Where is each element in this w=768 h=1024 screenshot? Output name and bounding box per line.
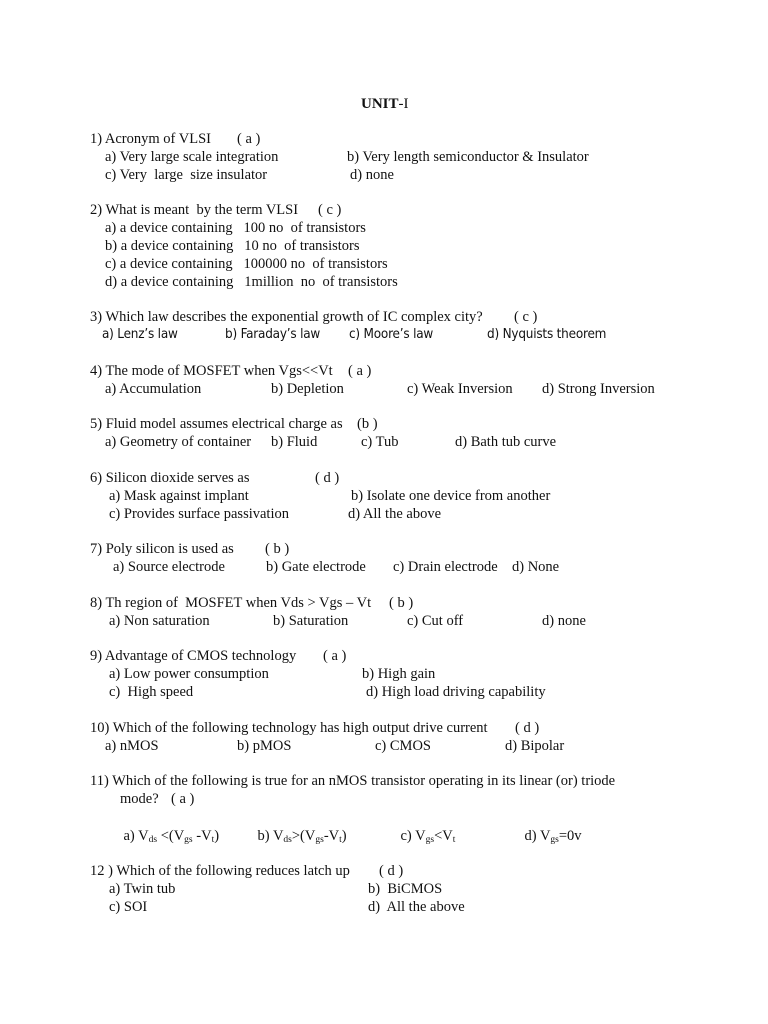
option-6b: b) Isolate one device from another [351,488,551,504]
option-6d: d) All the above [348,506,442,522]
option-5b: b) Fluid [271,434,318,450]
option-7a: a) Source electrode [113,559,225,575]
option-11a-text: a) V [123,828,149,844]
option-8d: d) none [542,613,586,629]
option-11d-text: =0v [558,828,582,844]
question-4: 4) The mode of MOSFET when Vgs<<Vt [90,363,333,379]
option-12d: d) All the above [368,899,465,915]
title-suffix: -I [398,96,409,112]
option-6a: a) Mask against implant [109,488,249,504]
option-11b [243,809,347,863]
option-9d: d) High load driving capability [366,684,546,700]
option-4a: a) Accumulation [105,381,202,397]
option-12c: c) SOI [109,899,148,915]
option-12b: b) BiCMOS [368,881,443,897]
option-2a: a) a device containing 100 no of transistors [105,220,366,236]
option-11b-sub: gs [315,835,324,845]
question-8: 8) Th region of MOSFET when Vds > Vgs – Vt [90,595,372,611]
option-10a: a) nMOS [105,738,159,754]
answer-8: ( b ) [389,595,414,611]
option-11b-text: ) [341,828,347,844]
answer-9: ( a ) [323,648,347,664]
option-12a: a) Twin tub [109,881,176,897]
option-3b: b) Faraday’s law [225,327,321,342]
option-11c [386,809,455,863]
option-11b-sub: t [339,835,342,845]
option-1b: b) Very length semiconductor & Insulator [347,149,589,165]
option-11b-text: >(V [291,828,316,844]
option-5a: a) Geometry of container [105,434,252,450]
option-11a-text: ) [214,828,220,844]
option-11c-sub: gs [425,835,435,845]
option-11d-sub: gs [550,835,559,845]
question-10: 10) Which of the following technology has high output drive current [90,720,488,736]
option-10d: d) Bipolar [505,738,565,754]
option-11c-text: c) V [400,828,426,844]
option-7b: b) Gate electrode [266,559,366,575]
option-4d: d) Strong Inversion [542,381,655,397]
option-11c-sub: t [452,835,456,845]
answer-11: ( a ) [171,791,195,807]
question-7: 7) Poly silicon is used as [90,541,234,557]
title-main: UNIT [361,96,399,112]
option-11a [109,809,219,863]
option-3a: a) Lenz’s law [102,327,178,342]
page-title [361,95,409,113]
option-10c: c) CMOS [375,738,431,754]
option-11a-text: <(V [157,828,185,844]
option-8b: b) Saturation [273,613,349,629]
option-11d [510,809,582,863]
question-11: 11) Which of the following is true for an nMOS transistor operating in its linear (or) triode [90,773,616,789]
option-11a-sub: gs [184,835,193,845]
option-11c-text: <V [434,828,453,844]
option-8a: a) Non saturation [109,613,210,629]
option-11a-sub: t [211,835,215,845]
question-3: 3) Which law describes the exponential growth of IC complex city? [90,309,483,325]
question-2: 2) What is meant by the term VLSI [90,202,299,218]
answer-10: ( d ) [515,720,540,736]
option-11d-text: d) V [524,828,551,844]
option-1d: d) none [350,167,394,183]
answer-6: ( d ) [315,470,340,486]
option-11a-sub: ds [148,835,158,845]
option-2d: d) a device containing 1million no of transistors [105,274,398,290]
question-1: 1) Acronym of VLSI [90,131,211,147]
answer-3: ( c ) [514,309,538,325]
answer-1: ( a ) [237,131,261,147]
question-5: 5) Fluid model assumes electrical charge as [90,416,343,432]
option-8c: c) Cut off [407,613,464,629]
option-11b-text: -V [323,828,340,844]
option-9a: a) Low power consumption [109,666,269,682]
option-7d: d) None [512,559,560,575]
option-9c: c) High speed [109,684,194,700]
option-2c: c) a device containing 100000 no of transistors [105,256,388,272]
option-10b: b) pMOS [237,738,292,754]
answer-5: (b ) [357,416,378,432]
answer-2: ( c ) [318,202,342,218]
option-5d: d) Bath tub curve [455,434,557,450]
option-6c: c) Provides surface passivation [109,506,289,522]
option-3c: c) Moore’s law [349,327,434,342]
option-11b-text: b) V [257,828,284,844]
option-11a-text: -V [192,828,212,844]
option-11b-sub: ds [283,835,292,845]
option-5c: c) Tub [361,434,399,450]
option-7c: c) Drain electrode [393,559,498,575]
question-6: 6) Silicon dioxide serves as [90,470,250,486]
question-11-continued: mode? [120,791,159,807]
answer-7: ( b ) [265,541,290,557]
option-2b: b) a device containing 10 no of transistors [105,238,360,254]
option-3d: d) Nyquists theorem [487,327,607,342]
option-4b: b) Depletion [271,381,344,397]
answer-12: ( d ) [379,863,404,879]
option-1a: a) Very large scale integration [105,149,279,165]
option-9b: b) High gain [362,666,436,682]
question-9: 9) Advantage of CMOS technology [90,648,297,664]
option-4c: c) Weak Inversion [407,381,513,397]
option-1c: c) Very large size insulator [105,167,268,183]
question-12: 12 ) Which of the following reduces latch up [90,863,350,879]
answer-4: ( a ) [348,363,372,379]
